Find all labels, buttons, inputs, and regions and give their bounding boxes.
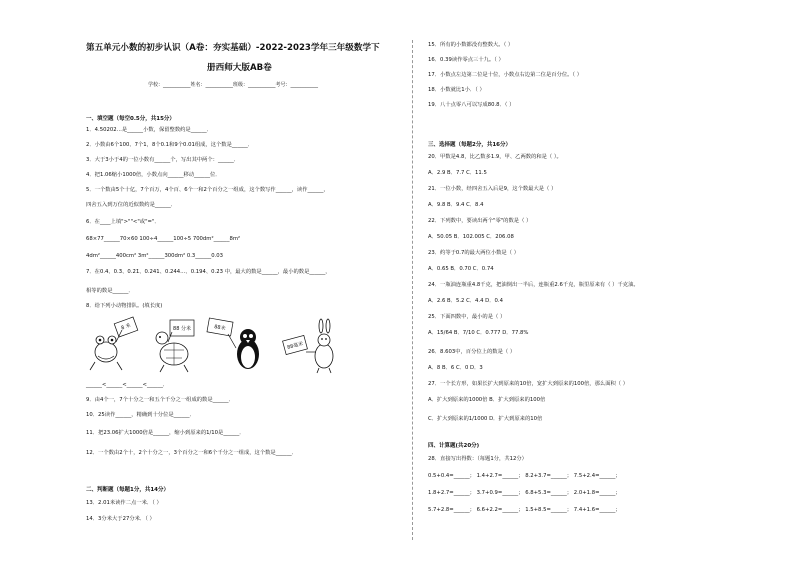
question-27: 27．一个长方形，如果长扩大到原来的10倍，宽扩大到原来的100倍，那么面积（ ）: [428, 381, 629, 387]
question-10: 10．25读作______，精确到十分位是______．: [86, 412, 195, 418]
question-2: 2．小数由6个100、7个1，8个0.1和9个0.01组成，这个数是______．: [86, 142, 254, 148]
section-fill-in: 一、填空题（每空0.5分，共15分）: [86, 116, 175, 122]
question-8: 8．给下列小动物排队。(填长度): [86, 303, 163, 309]
question-5-cont: 四舍五入到万位的近似数约是______．: [86, 202, 177, 208]
column-divider: [412, 40, 414, 540]
question-6-row1: 68×77______70×60 100÷4______100÷5 700dm²______8m²: [86, 236, 241, 242]
question-20-options: A．2.9 B．7.7 C．11.5: [428, 170, 487, 176]
question-4: 4．把1.06缩小1000倍，小数点向______移动______位．: [86, 172, 221, 178]
animal-label-frog: 8 米: [120, 322, 132, 332]
animal-label-penguin: 88米: [213, 324, 226, 332]
frog-icon: [90, 317, 138, 370]
question-28: 28．直接写出得数：（每题1分，共12分）: [428, 456, 527, 462]
question-25-options: A．15/64 B．7/10 C．0.777 D．77.8%: [428, 330, 529, 336]
student-info-line: 学校：___________姓名：___________班级：___________考号：___________: [148, 82, 319, 88]
calc-row-2: 1.8+2.7=______； 3.7+0.9=______； 6.8+5.3=______； 2.0+1.8=______；: [428, 490, 621, 496]
question-27-options-ab: A．扩大到原来的1000倍 B．扩大到原来的100倍: [428, 397, 546, 403]
calc-row-1: 0.5+0.4=______； 1.4+2.7=______； 8.2+3.7=______； 7.5+2.4=______；: [428, 473, 621, 479]
question-21: 21．一位小数，经四舍五入后是9，这个数最大是（ ）: [428, 186, 557, 192]
question-9: 9．由4个一，7个十分之一和五个千分之一组成的数是______．: [86, 397, 234, 403]
question-11: 11．把23.06扩大1000倍是______，缩小到原来的1/10是______．: [86, 430, 245, 436]
animal-label-rabbit: 88毫米: [286, 340, 304, 351]
question-24: 24．一瓶油连瓶重4.8千克，把油倒出一半后，连瓶重2.6千克，瓶里原来有（ ）千克油。: [428, 282, 639, 288]
exam-title-line1: 第五单元小数的初步认识（A卷：夯实基础）-2022-2023学年三年级数学下: [86, 43, 380, 53]
question-16: 16．0.39读作零点三十九。（ ）: [428, 57, 504, 63]
question-6: 6．在____上填">""<"或"="．: [86, 219, 160, 225]
question-5: 5．一个数由5个十亿，7个百万，4个百、6个一和2个百分之一组成，这个数写作______，读作______，: [86, 187, 329, 193]
question-24-options: A．2.6 B．5.2 C．4.4 D．0.4: [428, 298, 503, 304]
calc-row-3: 5.7+2.8=______； 6.6+2.2=______； 1.5+8.5=______； 7.4+1.6=______；: [428, 507, 621, 513]
question-27-options-cd: C．扩大到原来的1/1000 D．扩大到原来的10倍: [428, 416, 543, 422]
question-17: 17．小数点左边第二位是十位，小数点右边第二位是百分位。（ ）: [428, 72, 583, 78]
question-19: 19．八十点零八可以写成80.8．（ ）: [428, 102, 515, 108]
question-14: 14．3分米大于27分米．（ ）: [86, 516, 155, 522]
section-multiple-choice: 三、选择题（每题2分，共16分）: [428, 142, 511, 148]
question-6-row2: 4dm²______400cm² 3m²______300dm² 0.3______0.03: [86, 253, 223, 259]
question-1: 1．4.50202…是______小数，保留整数约是______．: [86, 127, 212, 133]
question-21-options: A．9.8 B．9.4 C．8.4: [428, 202, 484, 208]
question-22: 22．下列数中，要读出两个"零"的数是（ ）: [428, 218, 532, 224]
question-8-order: ______<______<______<______．: [86, 382, 169, 388]
exam-title-line2: 册西师大版AB卷: [207, 63, 272, 73]
question-20: 20．甲数是4.8，比乙数多1.9，甲、乙两数的和是（ ）。: [428, 154, 562, 160]
section-calculation: 四、计算题(共20分): [428, 443, 480, 449]
question-7: 7．在0.4、0.3̇、0.2̇1̇、0.241、0.244…、0.194、0.2̇3̇ 中，最大的数是______，最小的数是______，: [86, 269, 331, 275]
question-23-options: A．0.65 B．0.70 C．0.74: [428, 266, 494, 272]
question-18: 18．小数就比1小．（ ）: [428, 87, 485, 93]
question-13: 13．2.01米读作二点一米．（ ）: [86, 500, 162, 506]
animal-lineup-illustration: [86, 312, 396, 374]
question-3: 3．大于3小于4的一位小数有______个，写出其中两个：______．: [86, 157, 240, 163]
question-15: 15．所有的小数都没有整数大。（ ）: [428, 42, 514, 48]
question-12: 12．一个数由2个十，2个十分之一，3个百分之一和6个千分之一组成，这个数是______．: [86, 450, 297, 456]
question-25: 25．下面四数中，最小的是（ ）: [428, 314, 506, 320]
question-7-cont: 相等的数是______．: [86, 288, 134, 294]
question-22-options: A．50.05 B．102.005 C．206.08: [428, 234, 514, 240]
section-true-false: 二、判断题（每题1分，共14分）: [86, 487, 169, 493]
animal-label-turtle: 88 分米: [173, 326, 191, 332]
question-26-options: A．8 B．6 C．0 D．3: [428, 365, 483, 371]
question-26: 26．8.603中，百分位上的数是（ ）: [428, 349, 516, 355]
question-23: 23．约等于0.7的最大两位小数是（ ）: [428, 250, 520, 256]
